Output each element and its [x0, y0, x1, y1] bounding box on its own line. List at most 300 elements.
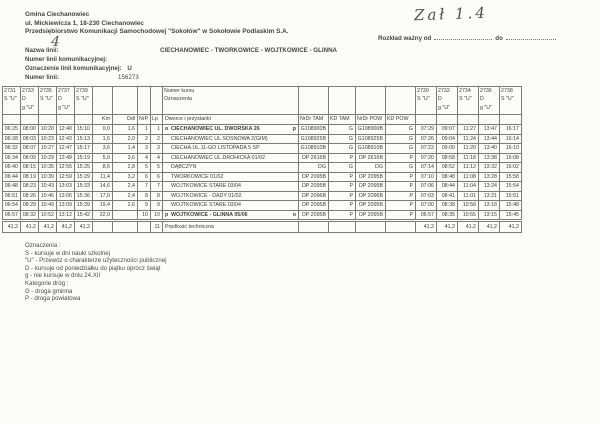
kd-tam-column-label: KD TAM: [329, 115, 356, 125]
departure-time-tam: 08:32: [21, 210, 39, 220]
validity-from-blank: [434, 35, 492, 40]
validity-prefix-label: Rozkład ważny od: [378, 35, 432, 42]
departure-time-pow: 07:00: [416, 201, 437, 211]
km-value: 22,0: [93, 210, 113, 220]
speed-nrp-spacer: [138, 222, 151, 233]
departure-time-pow: 08:52: [437, 163, 458, 173]
departure-time-pow: 11:04: [458, 182, 479, 192]
lp-value: 2: [151, 134, 163, 144]
departure-time-tam: 13:03: [57, 182, 75, 192]
stop-row-6: [3, 172, 522, 182]
speed-nrdrpow-spacer: [356, 222, 386, 233]
nrp-value: 6: [138, 172, 151, 182]
course-number: 2733: [22, 88, 34, 94]
nrdr-pow-header-spacer: [356, 87, 386, 115]
departure-time-pow: 13:44: [479, 134, 500, 144]
road-category-tam: G: [329, 144, 356, 154]
departure-time-tam: 12:49: [57, 153, 75, 163]
odl-value: 2,0: [113, 134, 138, 144]
departure-time-tam: 08:19: [21, 172, 39, 182]
departure-time-tam: 12:43: [57, 134, 75, 144]
departure-time-pow: 13:15: [479, 210, 500, 220]
departure-time-pow: 15:54: [500, 182, 522, 192]
org-header: [25, 11, 289, 37]
departure-time-pow: 08:41: [437, 191, 458, 201]
departure-time-tam: 10:29: [39, 153, 57, 163]
odl-value: 1,4: [113, 144, 138, 154]
technical-speed-value: 41,2: [458, 222, 479, 233]
left-time-label-spacer: [39, 115, 57, 125]
org-name: Gmina Ciechanowiec: [25, 11, 90, 18]
departure-time-tam: 08:15: [21, 163, 39, 173]
departure-time-pow: 13:32: [479, 163, 500, 173]
stop-row-7: [3, 182, 522, 192]
nrp-value: 2: [138, 134, 151, 144]
departure-time-tam: 10:43: [39, 182, 57, 192]
departure-time-tam: 12:55: [57, 163, 75, 173]
departure-time-tam: 06:51: [3, 191, 21, 201]
right-course-header-2730: [416, 87, 437, 115]
meta-row-comm-number: [25, 56, 132, 65]
stop-row-5: [3, 163, 522, 173]
road-number-pow: G108900B: [356, 125, 386, 135]
nrp-value: 7: [138, 182, 151, 192]
lp-value: 10: [151, 210, 163, 220]
kd-pow-header-spacer: [386, 87, 416, 115]
legend-line: S - kursuje w dni nauki szkolnej: [25, 249, 111, 257]
stop-name-cell: [163, 125, 299, 135]
departure-time-pow: 09:07: [437, 125, 458, 135]
stop-name-cell: [163, 134, 299, 144]
odl-value: [113, 210, 138, 220]
speed-row: [3, 222, 522, 233]
km-value: 8,6: [93, 163, 113, 173]
course-number: 2738: [501, 88, 513, 94]
technical-speed-value: 41,2: [416, 222, 437, 233]
departure-time-pow: 08:48: [437, 172, 458, 182]
departure-time-pow: 11:18: [458, 153, 479, 163]
course-number: 2731: [4, 88, 16, 94]
departure-time-pow: 10:55: [458, 210, 479, 220]
left-course-header-2739: [75, 87, 93, 115]
stop-name-cell: [163, 172, 299, 182]
departure-time-pow: 10:58: [458, 201, 479, 211]
departure-time-tam: 06:40: [3, 163, 21, 173]
departure-time-pow: 16:08: [500, 153, 522, 163]
departure-time-tam: 10:39: [39, 172, 57, 182]
departure-time-pow: 11:01: [458, 191, 479, 201]
left-course-header-2735: [39, 87, 57, 115]
designation-label: Oznaczenie linii komunikacyjnej:: [25, 64, 122, 72]
road-number-pow: DP 2095B: [356, 201, 386, 211]
left-time-label-spacer: [75, 115, 93, 125]
odl-value: 1,6: [113, 125, 138, 135]
road-category-pow: G: [386, 144, 416, 154]
road-number-tam: DP 2096B: [299, 191, 329, 201]
road-category-tam: G: [329, 134, 356, 144]
road-number-tam: G108900B: [299, 125, 329, 135]
nrp-value: 10: [138, 210, 151, 220]
departure-time-tam: 10:23: [39, 134, 57, 144]
course-mark: S "U": [4, 96, 17, 103]
km-value: 1,6: [93, 134, 113, 144]
departure-time-tam: 06:54: [3, 201, 21, 211]
departure-time-tam: 10:20: [39, 125, 57, 135]
right-time-label-spacer: [479, 115, 500, 125]
lp-value: 6: [151, 172, 163, 182]
stop-row-1: [3, 125, 522, 135]
departure-time-tam: 08:00: [21, 125, 39, 135]
stop-name-cell: [163, 153, 299, 163]
km-column-label: Km: [93, 115, 113, 125]
departure-time-tam: 13:09: [57, 201, 75, 211]
left-course-header-2731: [3, 87, 21, 115]
validity-line: [378, 35, 559, 42]
road-category-tam: P: [329, 191, 356, 201]
course-number: 2736: [480, 88, 492, 94]
road-category-pow: P: [386, 210, 416, 220]
road-category-pow: P: [386, 201, 416, 211]
odl-value: 3,6: [113, 153, 138, 163]
departure-time-pow: 15:51: [500, 191, 522, 201]
course-mark: g "U": [58, 104, 71, 111]
departure-time-pow: 09:00: [437, 144, 458, 154]
meta-row-line-number: [25, 73, 139, 83]
legend-line: Oznaczenia :: [25, 242, 61, 249]
departure-time-tam: 08:07: [21, 144, 39, 154]
nrp-value: 8: [138, 191, 151, 201]
comm-number-label: Numer linii komunikacyjnej:: [25, 55, 108, 63]
departure-time-tam: 06:48: [3, 182, 21, 192]
departure-time-tam: 15:17: [75, 144, 93, 154]
stop-name-cell: [163, 201, 299, 211]
departure-time-pow: 08:38: [437, 201, 458, 211]
speed-lp-value: 11: [151, 222, 163, 233]
lp-column-label: Lp: [151, 115, 163, 125]
departure-time-pow: 08:35: [437, 210, 458, 220]
nrp-value: 3: [138, 144, 151, 154]
departure-time-tam: 10:35: [39, 163, 57, 173]
course-number: 2737: [58, 88, 70, 94]
line-number-value: 156273: [118, 73, 139, 81]
course-mark: S "U": [76, 96, 89, 103]
departure-time-pow: 07:10: [416, 172, 437, 182]
legend: [25, 242, 167, 303]
right-course-header-2738: [500, 87, 522, 115]
validity-do-label: do: [495, 35, 503, 42]
km-value: 3,6: [93, 144, 113, 154]
speed-km-spacer: [93, 222, 113, 233]
km-value: 19,4: [93, 201, 113, 211]
technical-speed-row: [2, 221, 522, 233]
legend-line: D - kursuje od poniedziałku do piątku oprócz świąt: [25, 264, 161, 272]
departure-time-pow: 16:17: [500, 125, 522, 135]
odl-value: 2,8: [113, 163, 138, 173]
stop-name: DĄBCZYN: [171, 164, 197, 171]
departure-time-tam: 12:40: [57, 125, 75, 135]
road-number-tam: DP 2095B: [299, 182, 329, 192]
road-category-tam: P: [329, 210, 356, 220]
kd-tam-header-spacer: [329, 87, 356, 115]
legend-line: P - droga powiatowa: [25, 295, 81, 303]
speed-kdpow-spacer: [386, 222, 416, 233]
nrp-value: 9: [138, 201, 151, 211]
meta-row-name: [25, 47, 338, 56]
org-address: ul. Mickiewicza 1, 18-230 Ciechanowiec: [25, 19, 144, 27]
road-number-tam: G108925B: [299, 134, 329, 144]
departure-time-tam: 06:32: [3, 144, 21, 154]
nrp-header-spacer: [138, 87, 151, 115]
road-number-pow: DG: [356, 163, 386, 173]
course-mark: D: [58, 96, 62, 103]
departure-time-pow: 08:58: [437, 153, 458, 163]
km-value: 11,4: [93, 172, 113, 182]
road-category-pow: P: [386, 191, 416, 201]
road-number-pow: DP 2616B: [356, 153, 386, 163]
stop-name: WOJTKOWICE STARE 03/04: [171, 183, 241, 190]
departure-time-pow: 13:38: [479, 153, 500, 163]
departure-time-tam: 08:03: [21, 134, 39, 144]
legend-line: "U" - Przewóz o charakterze użyteczności publicznej: [25, 257, 167, 265]
lp-value: 3: [151, 144, 163, 154]
lp-value: 5: [151, 163, 163, 173]
departure-time-pow: 16:10: [500, 144, 522, 154]
nrp-value: 4: [138, 153, 151, 163]
course-number: 2735: [40, 88, 52, 94]
nrp-value: 5: [138, 163, 151, 173]
right-time-label-spacer: [458, 115, 479, 125]
oznaczenia-label: Oznaczenia: [164, 96, 192, 103]
road-category-pow: P: [386, 182, 416, 192]
technical-speed-value: 41,2: [3, 222, 21, 233]
departure-time-pow: 15:48: [500, 201, 522, 211]
technical-speed-value: 41,2: [437, 222, 458, 233]
stop-name-cell: [163, 144, 299, 154]
course-mark: g "U": [22, 104, 35, 111]
left-course-header-2737: [57, 87, 75, 115]
departure-time-pow: 07:22: [416, 144, 437, 154]
departure-time-pow: 07:20: [416, 153, 437, 163]
lp-value: 7: [151, 182, 163, 192]
org-operator: Przedsiębiorstwo Komunikacji Samochodowej "Sokołów" w Sokołowie Podlaskim S.A.: [25, 28, 289, 36]
departure-time-pow: 07:14: [416, 163, 437, 173]
speed-table: [2, 221, 522, 233]
course-mark: S "U": [417, 96, 430, 103]
stop-name-cell: [163, 210, 299, 220]
road-number-pow: G108925B: [356, 134, 386, 144]
departure-time-pow: 13:24: [479, 182, 500, 192]
road-number-tam: DG: [299, 163, 329, 173]
speed-label: Prędkość techniczna: [163, 222, 299, 233]
departure-time-tam: 15:19: [75, 153, 93, 163]
departure-time-tam: 06:57: [3, 210, 21, 220]
departure-time-tam: 08:26: [21, 191, 39, 201]
nrdr-pow-column-label: NrDr POW: [356, 115, 386, 125]
departure-time-pow: 11:08: [458, 172, 479, 182]
stop-name: WOJTKOWICE - GLINNA 05/06: [171, 211, 248, 218]
numer-kursu-label: Numer kursu: [164, 88, 195, 94]
odl-value: 3,2: [113, 172, 138, 182]
speed-odl-spacer: [113, 222, 138, 233]
stop-row-4: [3, 153, 522, 163]
departure-time-pow: 16:14: [500, 134, 522, 144]
departure-time-tam: 15:10: [75, 125, 93, 135]
stop-row-10: [3, 210, 522, 220]
line-number-label: Numer linii:: [25, 73, 60, 81]
departure-time-tam: 06:28: [3, 134, 21, 144]
departure-time-pow: 11:12: [458, 163, 479, 173]
nrp-column-label: NrP: [138, 115, 151, 125]
stop-name: TWORKOWICE 01/02: [171, 173, 224, 180]
departure-time-tam: 15:39: [75, 201, 93, 211]
road-number-tam: DP 2095B: [299, 172, 329, 182]
left-time-label-spacer: [3, 115, 21, 125]
departure-time-pow: 13:47: [479, 125, 500, 135]
nrdr-tam-header-spacer: [299, 87, 329, 115]
road-number-tam: G108910B: [299, 144, 329, 154]
lp-value: 4: [151, 153, 163, 163]
odl-value: 2,4: [113, 182, 138, 192]
stops-header-top: [163, 87, 299, 115]
technical-speed-value: 41,2: [75, 222, 93, 233]
departure-time-tam: 10:46: [39, 191, 57, 201]
departure-time-pow: 16:02: [500, 163, 522, 173]
right-time-label-spacer: [416, 115, 437, 125]
road-category-pow: P: [386, 172, 416, 182]
stop-row-8: [3, 191, 522, 201]
legend-line: g - nie kursuje w dniu 24.XII: [25, 272, 101, 280]
departure-time-pow: 09:04: [437, 134, 458, 144]
road-category-tam: P: [329, 182, 356, 192]
course-mark: g "U": [480, 104, 493, 111]
stop-row-9: [3, 201, 522, 211]
departure-time-pow: 11:20: [458, 144, 479, 154]
stop-name: WOJTKOWICE STARE 03/04: [171, 202, 241, 209]
km-value: 0,0: [93, 125, 113, 135]
left-time-label-spacer: [57, 115, 75, 125]
technical-speed-value: 41,2: [21, 222, 39, 233]
road-number-pow: DP 2096B: [356, 191, 386, 201]
right-course-header-2734: [458, 87, 479, 115]
timetable-table: [2, 86, 522, 220]
departure-time-tam: 06:44: [3, 172, 21, 182]
stop-name: WOJTKOWICE - DADY 01/02: [171, 192, 242, 199]
departure-time-tam: 15:25: [75, 163, 93, 173]
line-name-label: Nazwa linii:: [25, 47, 59, 54]
departure-time-pow: 13:40: [479, 144, 500, 154]
departure-time-tam: 10:52: [39, 210, 57, 220]
course-mark: D: [438, 96, 442, 103]
departure-time-tam: 15:33: [75, 182, 93, 192]
stop-name-cell: [163, 163, 299, 173]
departure-time-tam: 12:59: [57, 172, 75, 182]
stops-column-label: Dworce i przystanki: [163, 115, 299, 125]
timetable: [2, 86, 522, 220]
course-mark: D: [480, 96, 484, 103]
road-category-tam: P: [329, 172, 356, 182]
departure-time-pow: 15:45: [500, 210, 522, 220]
course-number: 2734: [459, 88, 471, 94]
left-course-header-2733: [21, 87, 39, 115]
departure-time-tam: 06:25: [3, 125, 21, 135]
lp-value: 1: [151, 125, 163, 135]
designation-value: U: [127, 64, 132, 72]
odl-value: 2,4: [113, 191, 138, 201]
road-number-pow: DP 2095B: [356, 210, 386, 220]
departure-time-tam: 08:29: [21, 201, 39, 211]
lp-value: 9: [151, 201, 163, 211]
lp-header-spacer: [151, 87, 163, 115]
road-number-tam: DP 2616B: [299, 153, 329, 163]
stop-row-2: [3, 134, 522, 144]
departure-time-pow: 07:26: [416, 134, 437, 144]
road-category-pow: P: [386, 153, 416, 163]
departure-time-tam: 13:06: [57, 191, 75, 201]
left-time-label-spacer: [21, 115, 39, 125]
stop-name: CIECHANOWIEC UL. DWORSKA 26: [171, 126, 260, 133]
course-number: 2739: [76, 88, 88, 94]
departure-time-pow: 07:03: [416, 191, 437, 201]
course-number: 2730: [417, 88, 429, 94]
km-value: 17,0: [93, 191, 113, 201]
departure-time-tam: 15:36: [75, 191, 93, 201]
stop-name: CIECHA.UL.11-GO LISTOPADA 5 SP: [171, 145, 260, 152]
departure-time-tam: 10:27: [39, 144, 57, 154]
road-category-tam: G: [329, 125, 356, 135]
departure-time-tam: 15:29: [75, 172, 93, 182]
nrdr-tam-column-label: NrDr TAM: [299, 115, 329, 125]
departure-time-tam: 08:23: [21, 182, 39, 192]
speed-nrdrtam-spacer: [299, 222, 329, 233]
technical-speed-value: 41,2: [57, 222, 75, 233]
departure-time-pow: 13:21: [479, 191, 500, 201]
technical-speed-value: 41,2: [479, 222, 500, 233]
departure-time-pow: 11:27: [458, 125, 479, 135]
departure-time-pow: 11:24: [458, 134, 479, 144]
legend-line: Kategorie dróg :: [25, 279, 69, 287]
departure-time-tam: 13:12: [57, 210, 75, 220]
km-value: 14,6: [93, 182, 113, 192]
km-header-spacer: [93, 87, 113, 115]
right-time-label-spacer: [437, 115, 458, 125]
handwritten-number: 4: [50, 33, 61, 51]
line-name-value: CIECHANOWIEC - TWORKOWICE - WOJTKOWICE - GLINNA: [160, 47, 338, 54]
road-number-tam: DP 2095B: [299, 210, 329, 220]
validity-to-blank: [506, 35, 556, 40]
departure-time-pow: 13:18: [479, 201, 500, 211]
right-time-label-spacer: [500, 115, 522, 125]
line-meta: [25, 47, 338, 83]
departure-time-pow: 06:57: [416, 210, 437, 220]
course-mark: S "U": [40, 96, 53, 103]
stop-name-cell: [163, 182, 299, 192]
technical-speed-value: 41,2: [500, 222, 522, 233]
departure-time-tam: 15:42: [75, 210, 93, 220]
course-mark: S "U": [501, 96, 514, 103]
meta-row-designation: [25, 65, 132, 74]
stop-name: CIECHANOWIEC UL.SOSNOWA 2(GIM): [171, 135, 268, 142]
road-category-pow: G: [386, 163, 416, 173]
road-number-pow: G108910B: [356, 144, 386, 154]
handwritten-annotation: Zał 1.4: [413, 3, 489, 25]
road-category-tam: P: [329, 201, 356, 211]
stop-suffix-mark: p: [292, 126, 296, 133]
course-mark: g "U": [438, 104, 451, 111]
departure-time-pow: 08:44: [437, 182, 458, 192]
lp-value: 8: [151, 191, 163, 201]
stop-prefix-mark: o: [165, 126, 169, 133]
departure-time-pow: 07:29: [416, 125, 437, 135]
